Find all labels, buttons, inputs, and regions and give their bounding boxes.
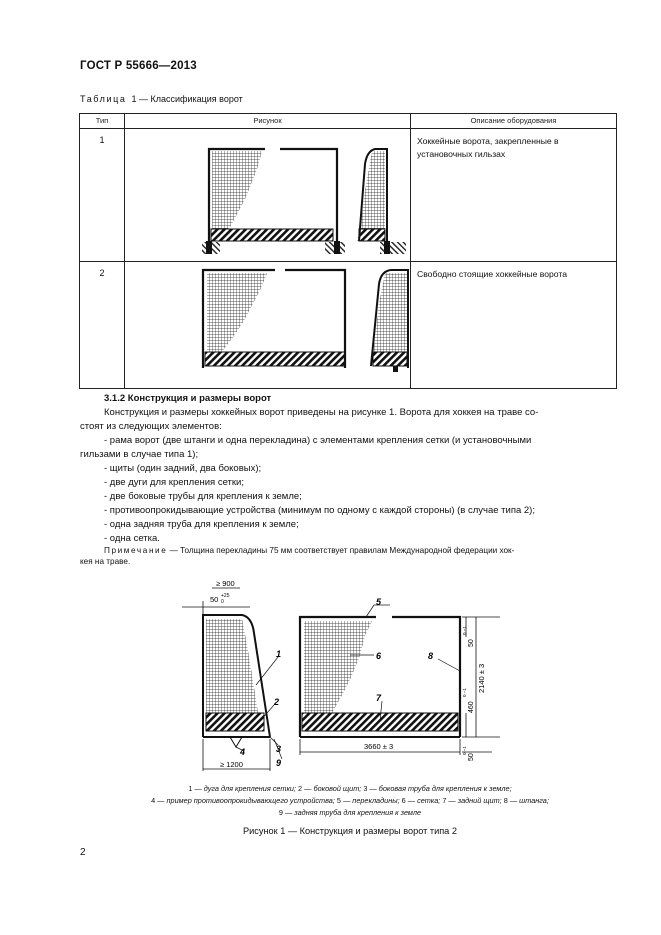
sideboard-2 (373, 352, 407, 366)
list-item: - рама ворот (две штанги и одна перекладина) с элементами крепления сетки (и установочными (104, 435, 532, 446)
sleeve-right (334, 241, 340, 254)
legend-num: 9 (278, 808, 283, 817)
table-header-type: Тип (80, 114, 125, 129)
legend-text: — пример противоопрокидывающего устройства; (155, 796, 337, 805)
callout-3: 3 (276, 744, 282, 754)
legend-num: 1 (188, 784, 193, 793)
callout-2: 2 (274, 697, 280, 707)
dim-bottom-tol: 0 −1 (462, 746, 467, 755)
table-header-row (80, 114, 617, 129)
sideboard (359, 229, 385, 241)
front-view (300, 597, 500, 761)
legend-text: — дуга для крепления сетки; (192, 784, 299, 793)
note-continuation: кея на траве. (80, 557, 131, 566)
list-item: - противоопрокидывающие устройства (минимум по одному с каждой стороны) (в случае типа 2); (104, 505, 535, 516)
net-front (212, 151, 262, 231)
table-row (80, 129, 617, 262)
figure-caption: Рисунок 1 — Конструкция и размеры ворот типа 2 (243, 826, 457, 836)
net-side (357, 151, 385, 241)
sleeve-side (384, 241, 390, 254)
list-item: - две дуги для крепления сетки; (104, 477, 244, 488)
legend-text: — боковой щит; (302, 784, 364, 793)
row-description-2: Свободно стоящие хоккейные ворота (411, 262, 617, 389)
ground-side (380, 242, 406, 254)
list-item-continuation: гильзами в случае типа 1); (80, 449, 199, 460)
legend-num: 5 (336, 796, 341, 805)
side-view (182, 579, 282, 771)
intro-line-1: Конструкция и размеры хоккейных ворот приведены на рисунке 1. Ворота для хоккея на траве со- (104, 407, 539, 418)
classification-table (79, 113, 617, 389)
dim-depth-label: ≥ 1200 (220, 760, 243, 769)
dim-board-tol: 0 −1 (462, 688, 467, 697)
dim-width-label: 3660 ± 3 (364, 742, 394, 751)
legend-num: 7 (442, 796, 447, 805)
legend-num: 4 (151, 796, 156, 805)
page-number: 2 (80, 847, 86, 858)
anti-tip-device (230, 737, 242, 747)
legend-line-1 (80, 783, 620, 795)
intro-line-2: стоят из следующих элементов: (80, 421, 222, 432)
legend-text: — боковая труба для крепления к земле; (367, 784, 512, 793)
dim-bottom-label: 50 (468, 753, 475, 761)
callout-5-line (366, 605, 374, 617)
table-header-description: Описание оборудования (411, 114, 617, 129)
note (104, 545, 619, 557)
legend-text: — задняя труба для крепления к земле (282, 808, 422, 817)
backboard-front (211, 229, 333, 241)
callout-6: 6 (376, 651, 382, 661)
dim-post-label: 50 (468, 639, 475, 647)
legend-num: 6 (401, 796, 406, 805)
list-item: - две боковые трубы для крепления к земле; (104, 491, 302, 502)
legend-text: — штанга; (507, 796, 549, 805)
list-item: - щиты (один задний, два боковых); (104, 463, 262, 474)
dim-top-label: ≥ 900 (216, 579, 235, 588)
goal-type1-drawing (125, 129, 410, 255)
table-caption-prefix: Таблица (80, 94, 127, 104)
section-title: 3.1.2 Конструкция и размеры ворот (104, 393, 272, 404)
legend-num: 3 (363, 784, 368, 793)
row-type-2: 2 (80, 262, 125, 389)
backboard-front-2 (205, 352, 345, 366)
anchor-2 (393, 366, 398, 372)
row-type-1: 1 (80, 129, 125, 262)
net-front-2 (207, 273, 267, 362)
table-row (80, 262, 617, 389)
front-net (304, 621, 372, 715)
callout-5: 5 (376, 597, 382, 607)
legend-line-2 (80, 795, 620, 807)
legend-num: 8 (503, 796, 508, 805)
legend-text: — перекладины; (340, 796, 402, 805)
side-board (206, 713, 264, 731)
callout-8: 8 (428, 651, 434, 661)
dim-angle-sub: 0 (221, 599, 224, 605)
dim-angle-label: 50 (210, 595, 219, 604)
callout-9: 9 (276, 758, 282, 768)
list-item: - одна задняя труба для крепления к земле; (104, 519, 299, 530)
note-text: — Толщина перекладины 75 мм соответствует правилам Международной федерации хок- (167, 546, 515, 555)
document-header: ГОСТ Р 55666—2013 (80, 60, 197, 72)
construction-figure (170, 575, 500, 775)
callout-4: 4 (240, 747, 246, 757)
callout-8-line (438, 659, 460, 671)
legend-text: — сетка; (405, 796, 443, 805)
list-item: - одна сетка. (104, 533, 160, 544)
goal-type2-drawing (125, 262, 410, 382)
row-description-1: Хоккейные ворота, закрепленные в установочных гильзах (411, 129, 617, 262)
legend-text: — задний щит; (446, 796, 504, 805)
row-figure-2 (125, 262, 411, 389)
dim-height-label: 2140 ± 3 (477, 663, 486, 693)
side-net (206, 619, 258, 713)
back-board (302, 713, 458, 731)
note-prefix: Примечание (104, 546, 168, 555)
dim-angle-sup: +25 (221, 593, 230, 599)
row-figure-1 (125, 129, 411, 262)
legend-num: 2 (298, 784, 303, 793)
legend-line-3 (80, 807, 620, 819)
sleeve-left (206, 241, 212, 254)
table-caption-text: 1 — Классификация ворот (131, 94, 243, 104)
callout-1: 1 (276, 649, 282, 659)
dim-board-label: 460 (468, 701, 475, 713)
table-header-figure: Рисунок (125, 114, 411, 129)
dim-post-tol: 0 −1 (462, 626, 467, 635)
callout-7: 7 (376, 693, 382, 703)
table-caption (80, 94, 243, 104)
